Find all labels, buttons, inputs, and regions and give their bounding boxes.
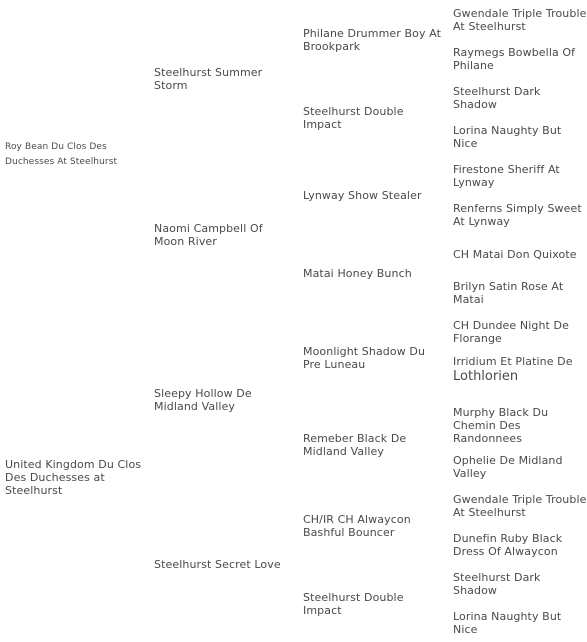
gen4-name[interactable]: Steelhurst Dark Shadow [453,571,541,597]
gen4-name[interactable]: Lorina Naughty But Nice [453,610,562,636]
gen3-name[interactable]: CH/IR CH Alwaycon Bashful Bouncer [303,513,411,539]
gen3-name[interactable]: Lynway Show Stealer [303,189,422,202]
gen3-name[interactable]: Matai Honey Bunch [303,267,412,280]
gen4-name[interactable]: Lorina Naughty But Nice [453,124,562,150]
gen4-name[interactable]: CH Matai Don Quixote [453,248,577,261]
granddam-paternal[interactable]: Naomi Campbell Of Moon River [154,222,263,248]
gen3-name[interactable]: Steelhurst Double Impact [303,591,404,617]
grandsire-maternal[interactable]: Sleepy Hollow De Midland Valley [154,387,252,413]
gen4-name[interactable]: Firestone Sheriff At Lynway [453,163,560,189]
granddam-maternal[interactable]: Steelhurst Secret Love [154,558,281,571]
gen4-name[interactable]: Gwendale Triple Trouble At Steelhurst [453,7,587,33]
gen3-name[interactable]: Moonlight Shadow Du Pre Luneau [303,345,426,371]
gen4-name[interactable]: Murphy Black Du Chemin Des Randonnees [453,406,549,445]
gen4-name[interactable]: Renferns Simply Sweet At Lynway [453,202,582,228]
dam-name[interactable]: United Kingdom Du Clos Des Duchesses at Steelhurst [5,458,142,497]
gen4-name-with-suffix[interactable] [453,355,587,385]
gen4-name[interactable]: CH Dundee Night De Florange [453,319,569,345]
gen4-name[interactable]: Gwendale Triple Trouble At Steelhurst [453,493,587,519]
gen4-name[interactable]: Ophelie De Midland Valley [453,454,563,480]
gen4-name[interactable]: Dunefin Ruby Black Dress Of Alwaycon [453,532,563,558]
gen3-name[interactable]: Steelhurst Double Impact [303,105,404,131]
grandsire-paternal[interactable]: Steelhurst Summer Storm [154,66,263,92]
gen4-name[interactable]: Steelhurst Dark Shadow [453,85,541,111]
gen3-name[interactable]: Remeber Black De Midland Valley [303,432,407,458]
gen4-name-main: Irridium Et Platine De [453,355,573,368]
gen4-name[interactable]: Brilyn Satin Rose At Matai [453,280,564,306]
gen4-name[interactable]: Raymegs Bowbella Of Philane [453,46,576,72]
gen3-name[interactable]: Philane Drummer Boy At Brookpark [303,27,442,53]
gen4-name-suffix: Lothlorien [453,369,519,384]
sire-name[interactable]: Roy Bean Du Clos Des Duchesses At Steelhurst [5,142,118,167]
